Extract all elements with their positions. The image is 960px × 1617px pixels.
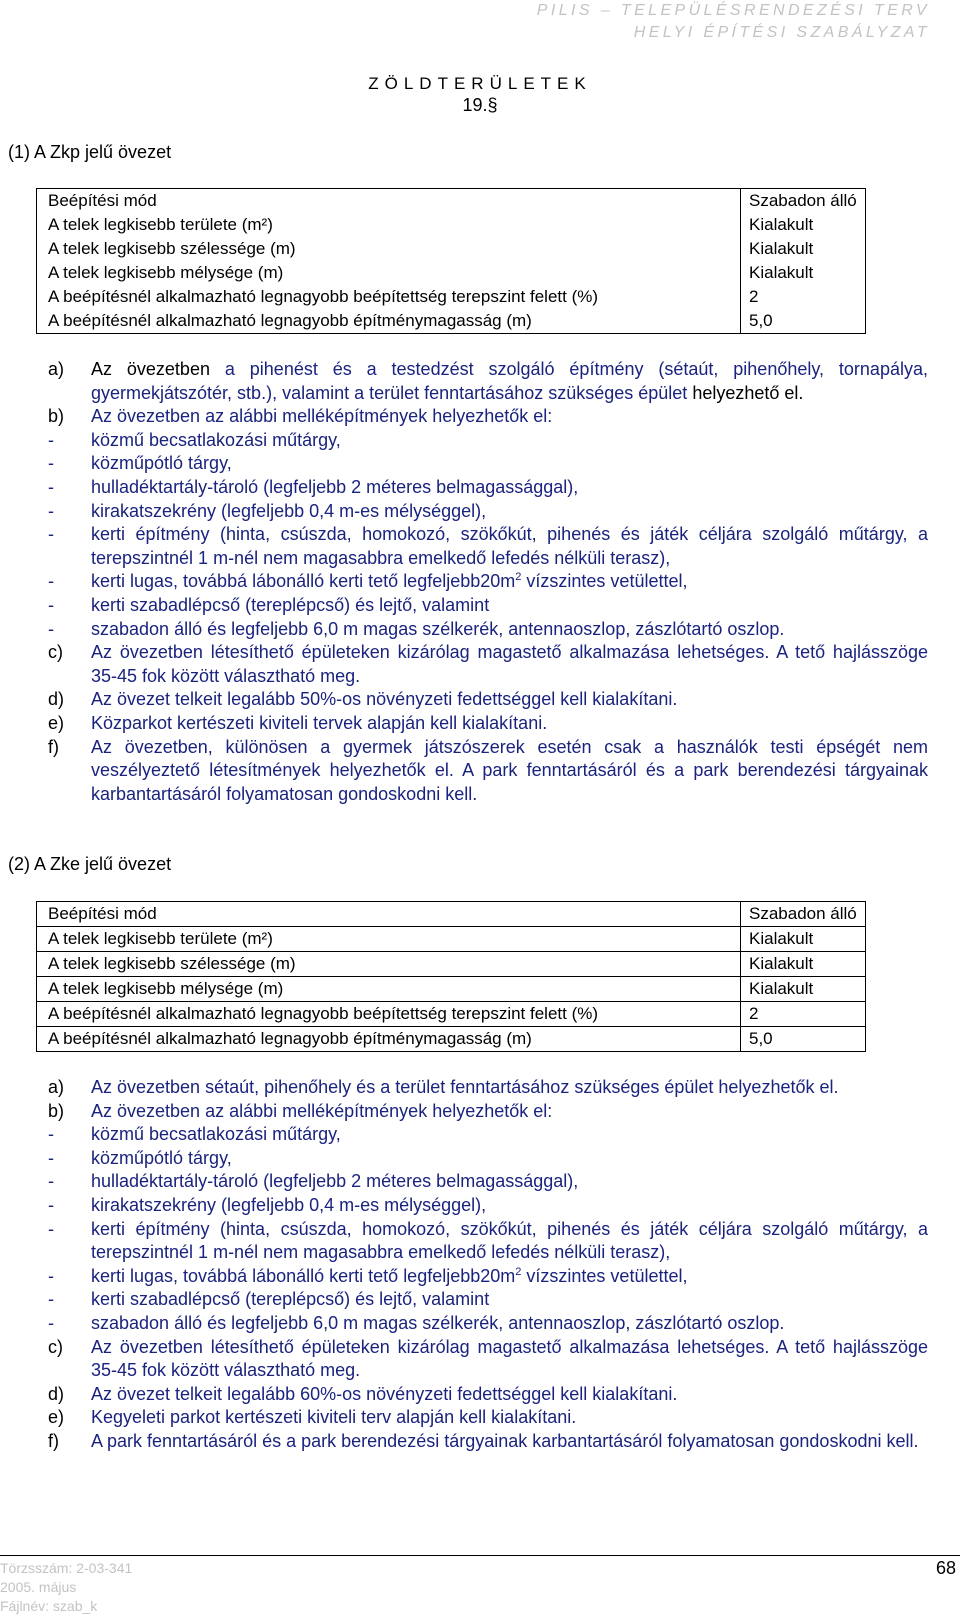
list-item — [48, 1100, 928, 1124]
table-row-label: A beépítésnél alkalmazható legnagyobb építménymagasság (m) — [37, 309, 741, 334]
sub-item: - közmű becsatlakozási műtárgy, — [48, 429, 928, 453]
sub-item: - szabadon álló és legfeljebb 6,0 m magas szélkerék, antennaoszlop, zászlótartó oszlop. — [48, 1312, 928, 1336]
list-item — [48, 1430, 928, 1454]
table-row — [37, 309, 866, 334]
list-item — [48, 405, 928, 429]
footer-document-number: Törzsszám: 2-03-341 — [0, 1560, 133, 1576]
sub-item: - hulladéktartály-tároló (legfeljebb 2 méteres belmagassággal), — [48, 476, 928, 500]
item-text: Az övezet telkeit legalább 60%-os növényzeti fedettséggel kell kialakítani. — [91, 1383, 678, 1404]
table-row — [37, 1027, 866, 1052]
sub-item-text: kerti szabadlépcső (tereplépcső) és lejtő, valamint — [91, 1289, 490, 1310]
item-label: b) — [48, 1100, 65, 1121]
list-item — [48, 736, 928, 807]
footer-rule — [0, 1555, 960, 1556]
sub-item: - kerti építmény (hinta, csúszda, homokozó, szökőkút, pihenés és játék céljára szolgáló műtárgy, a terepszintnél 1 m-nél nem magasabbra emelkedő lefedés nélküli terasz), — [48, 1218, 928, 1265]
sub-item-text: közműpótló tárgy, — [91, 453, 232, 474]
list-item — [48, 688, 928, 712]
sub-item: - kerti lugas, továbbá lábonálló kerti tető $legfeljebb20m^2$ vízszintes vetülettel, — [48, 571, 688, 592]
list-item — [48, 641, 928, 688]
sub-item-text: kerti szabadlépcső (tereplépcső) és lejtő, valamint — [91, 594, 490, 615]
sub-item: - hulladéktartály-tároló (legfeljebb 2 méteres belmagassággal), — [48, 1170, 928, 1194]
zone-heading-zke: (2) A Zke jelű övezet — [8, 854, 172, 874]
table-row-label: A telek legkisebb mélysége (m) — [37, 261, 741, 285]
item-text: Az övezetben az alábbi melléképítmények helyezhetők el: — [91, 406, 553, 427]
list-item — [48, 1076, 928, 1100]
sub-item: - szabadon álló és legfeljebb 6,0 m magas szélkerék, antennaoszlop, zászlótartó oszlop. — [48, 618, 928, 642]
zone-heading-zkp: (1) A Zkp jelű övezet — [8, 142, 172, 162]
section-number: 19.§ — [462, 95, 498, 115]
sub-item-text: kirakatszekrény (legfeljebb 0,4 m-es mélységgel), — [91, 1194, 487, 1215]
table-row-value: 2 — [741, 1002, 866, 1027]
item-label: a) — [48, 1077, 65, 1097]
item-text: Az övezetben létesíthető épületeken kizárólag magastető alkalmazása lehetséges. A tető hajlásszöge 35-45 fok között választható meg. — [91, 1336, 928, 1381]
table-row-value: Kialakult — [741, 213, 866, 237]
sub-item: - közműpótló tárgy, — [48, 1147, 928, 1171]
sub-item-text: közműpótló tárgy, — [91, 1147, 232, 1168]
table-row — [37, 237, 866, 261]
sub-item-text: hulladéktartály-tároló (legfeljebb 2 méteres belmagassággal), — [91, 476, 579, 497]
sub-item-text: közmű becsatlakozási műtárgy, — [91, 1124, 341, 1145]
sub-item-text: szabadon álló és legfeljebb 6,0 m magas szélkerék, antennaoszlop, zászlótartó oszlop. — [91, 1312, 785, 1333]
item-suffix: helyezhető el. — [692, 382, 804, 403]
table-row — [37, 189, 866, 214]
table-row — [37, 213, 866, 237]
item-label: b) — [48, 406, 65, 427]
sub-item: - közműpótló tárgy, — [48, 452, 928, 476]
item-text: Az övezetben sétaút, pihenőhely és a terület fenntartásához szükséges épület helyezhetők el. — [91, 1077, 839, 1097]
table-row-value: Szabadon álló — [741, 902, 866, 927]
table-row — [37, 977, 866, 1002]
item-label: d) — [48, 1383, 65, 1404]
table-row-label: A telek legkisebb területe (m²) — [37, 213, 741, 237]
table-row — [37, 902, 866, 927]
sub-item: - kerti építmény (hinta, csúszda, homokozó, szökőkút, pihenés és játék céljára szolgáló műtárgy, a terepszintnél 1 m-nél nem magasabbra emelkedő lefedés nélküli terasz), — [48, 523, 928, 570]
sub-item-text: kerti építmény (hinta, csúszda, homokozó, szökőkút, pihenés és játék céljára szolgáló műtárgy, a terepszintnél 1 m-nél nem magasabbra emelkedő lefedés nélküli terasz), — [91, 1218, 928, 1263]
sub-item-text: kerti lugas, továbbá lábonálló kerti tető legfeljebb20m — [91, 571, 516, 592]
item-text: a pihenést és a testedzést szolgáló építmény (sétaút, pihenőhely, tornapálya, gyermekjátszótér, stb.), valamint a terület fenntartásához szükséges épület — [91, 359, 928, 403]
chapter-title: ZÖLDTERÜLETEK — [368, 74, 592, 93]
item-label: a) — [48, 359, 65, 379]
item-label: f) — [48, 736, 59, 757]
table-row-label: Beépítési mód — [37, 189, 741, 214]
item-prefix: Az övezetben — [91, 359, 210, 379]
sub-item: - kirakatszekrény (legfeljebb 0,4 m-es mélységgel), — [48, 500, 928, 524]
zke-parameters-table — [36, 901, 866, 1052]
item-text: Az övezetben létesíthető épületeken kizárólag magastető alkalmazása lehetséges. A tető hajlásszöge 35-45 fok között választható meg. — [91, 642, 928, 686]
table-row-label: A beépítésnél alkalmazható legnagyobb beépítettség terepszint felett (%) — [37, 1002, 741, 1027]
list-item — [48, 1406, 928, 1430]
table-row-label: Beépítési mód — [37, 902, 741, 927]
item-text: Az övezetben, különösen a gyermek játszószerek esetén csak a használók testi épségét nem veszélyeztető létesítmények helyezhetők el. A park fenntartásáról és a park berendezési tárgyainak karbantartásáról folyamatosan gondoskodni kell. — [91, 736, 928, 804]
item-text: A park fenntartásáról és a park berendezési tárgyainak karbantartásáról folyamatosan gondoskodni kell. — [91, 1430, 919, 1451]
item-label: f) — [48, 1430, 59, 1451]
table-row — [37, 1002, 866, 1027]
running-header-title: PILIS – TELEPÜLÉSRENDEZÉSI TERV — [536, 2, 930, 19]
table-row — [37, 927, 866, 952]
sub-item: - kerti szabadlépcső (tereplépcső) és lejtő, valamint — [48, 594, 928, 618]
table-row — [37, 952, 866, 977]
list-item — [48, 358, 928, 405]
sub-item-text: kerti építmény (hinta, csúszda, homokozó, szökőkút, pihenés és játék céljára szolgáló műtárgy, a terepszintnél 1 m-nél nem magasabbra emelkedő lefedés nélküli terasz), — [91, 524, 928, 568]
sub-item-text: kerti lugas, továbbá lábonálló kerti tető legfeljebb20m — [91, 1265, 516, 1286]
sub-item-text: kirakatszekrény (legfeljebb 0,4 m-es mélységgel), — [91, 500, 487, 521]
table-row-label: A telek legkisebb mélysége (m) — [37, 977, 741, 1002]
table-row-value: 2 — [741, 285, 866, 309]
table-row-label: A telek legkisebb szélessége (m) — [37, 237, 741, 261]
page-number: 68 — [935, 1558, 956, 1578]
sub-item: - kerti szabadlépcső (tereplépcső) és lejtő, valamint — [48, 1288, 928, 1312]
table-row-value: Szabadon álló — [741, 189, 866, 214]
table-row-value: Kialakult — [741, 952, 866, 977]
footer-date: 2005. május — [0, 1579, 77, 1595]
table-row-label: A beépítésnél alkalmazható legnagyobb beépítettség terepszint felett (%) — [37, 285, 741, 309]
zkp-parameters-table — [36, 188, 866, 334]
sub-item: - kerti lugas, továbbá lábonálló kerti tető $legfeljebb20m^2$ vízszintes vetülettel, — [48, 1265, 688, 1286]
table-row-value: 5,0 — [741, 1027, 866, 1052]
list-item — [48, 712, 928, 736]
sub-item-text: közmű becsatlakozási műtárgy, — [91, 429, 341, 450]
zke-rules-list — [48, 1076, 928, 1454]
item-label: e) — [48, 1407, 65, 1428]
sub-item-text: hulladéktartály-tároló (legfeljebb 2 méteres belmagassággal), — [91, 1171, 579, 1192]
item-label: d) — [48, 689, 65, 710]
item-label: c) — [48, 642, 63, 663]
sub-item: - közmű becsatlakozási műtárgy, — [48, 1123, 928, 1147]
table-row-value: 5,0 — [741, 309, 866, 334]
item-text: Az övezet telkeit legalább 50%-os növényzeti fedettséggel kell kialakítani. — [91, 689, 678, 710]
running-header-subtitle: HELYI ÉPÍTÉSI SZABÁLYZAT — [633, 24, 930, 41]
footer-filename: Fájlnév: szab_k — [0, 1598, 98, 1614]
table-row-label: A beépítésnél alkalmazható legnagyobb építménymagasság (m) — [37, 1027, 741, 1052]
table-row-label: A telek legkisebb szélessége (m) — [37, 952, 741, 977]
table-row — [37, 261, 866, 285]
table-row-value: Kialakult — [741, 977, 866, 1002]
sub-item: - kirakatszekrény (legfeljebb 0,4 m-es mélységgel), — [48, 1194, 928, 1218]
table-row — [37, 285, 866, 309]
item-text: Közparkot kertészeti kiviteli tervek alapján kell kialakítani. — [91, 712, 548, 733]
list-item — [48, 1383, 928, 1407]
table-row-value: Kialakult — [741, 237, 866, 261]
item-label: c) — [48, 1336, 63, 1357]
list-item — [48, 1336, 928, 1383]
table-row-value: Kialakult — [741, 927, 866, 952]
table-row-label: A telek legkisebb területe (m²) — [37, 927, 741, 952]
zkp-rules-list — [48, 358, 928, 806]
item-label: e) — [48, 712, 65, 733]
item-text: Kegyeleti parkot kertészeti kiviteli terv alapján kell kialakítani. — [91, 1407, 577, 1428]
item-text: Az övezetben az alábbi melléképítmények helyezhetők el: — [91, 1100, 553, 1121]
table-row-value: Kialakult — [741, 261, 866, 285]
sub-item-text: szabadon álló és legfeljebb 6,0 m magas szélkerék, antennaoszlop, zászlótartó oszlop. — [91, 618, 785, 639]
